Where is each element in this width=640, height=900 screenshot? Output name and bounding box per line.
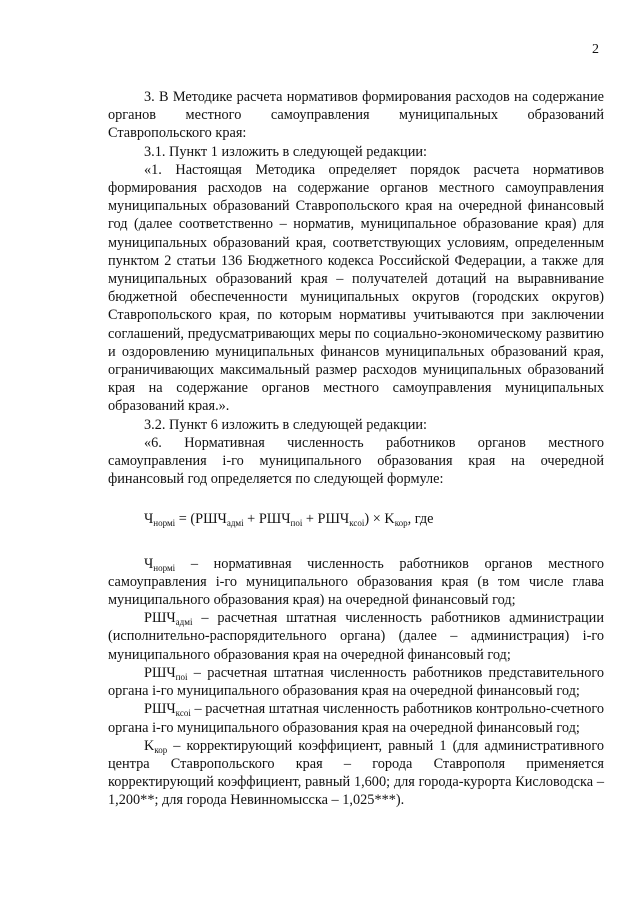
formula-ch: Ч bbox=[144, 511, 154, 528]
document-body bbox=[108, 88, 604, 810]
definition-text: – расчетная штатная численность работников контрольно-счетного органа i-го муниципального образования края на очередной финансовый год; bbox=[108, 701, 604, 736]
formula-kor-sub: кор bbox=[394, 518, 408, 529]
formula-po-sub: пoi bbox=[290, 518, 303, 529]
definition-ch-norm bbox=[108, 555, 604, 610]
definition-symbol: РШЧ bbox=[144, 610, 176, 627]
definition-subscript: пoi bbox=[175, 671, 188, 682]
definition-subscript: нормi bbox=[153, 562, 176, 573]
definition-symbol: РШЧ bbox=[144, 664, 176, 681]
definition-subscript: ксоi bbox=[175, 708, 191, 719]
definition-k-kor bbox=[108, 737, 604, 810]
definition-text: – корректирующий коэффициент, равный 1 (для административного центра Ставропольского края – города Ставрополя применяется корректирующий коэффициент, равный 1,600; для города-курорта Кисловодска – 1,200**; для города Невинномысска – 1,025***). bbox=[108, 737, 604, 809]
paragraph-3-2: 3.2. Пункт 6 изложить в следующей редакции: bbox=[144, 416, 427, 433]
definition-rshch-po bbox=[108, 664, 604, 700]
formula-kso-sub: ксоi bbox=[349, 518, 365, 529]
paragraph-point-1: «1. Настоящая Методика определяет порядок расчета нормативов формирования расходов на содержание органов местного самоуправления муниципальных образований Ставропольского края на очередной финансовый год (далее соответственно – норматив, муниципальное образование края) для муниципальных образований края, соответствующих условиям, определенным пунктом 2 статьи 136 Бюджетного кодекса Российской Федерации, а также для муниципальных образований края – получателей дотаций на выравнивание бюджетной обеспеченности муниципальных округов (городских округов) Ставропольского края, по которым нормативы учитываются при заключении соглашений, предусматривающих меры по социально-экономическому развитию и оздоровлению муниципальных финансов муниципальных образований края, ограничивающих максимальный размер расходов муниципальных образований края на содержание органов местного самоуправления муниципальных образований края.». bbox=[108, 161, 604, 415]
formula-times: ) × K bbox=[364, 511, 395, 528]
definition-symbol: K bbox=[144, 737, 155, 754]
formula-plus2: + РШЧ bbox=[302, 511, 350, 528]
formula-ch-sub: нормi bbox=[153, 518, 176, 529]
definition-text: – расчетная штатная численность работников администрации (исполнительно-распорядительного органа) (далее – администрация) i-го муниципального образования края на очередной финансовый год; bbox=[108, 610, 604, 663]
definition-text: – нормативная численность работников органов местного самоуправления i-го муниципального образования края (в том числе глава муниципального образования края) на очередной финансовый год; bbox=[108, 555, 604, 609]
paragraph-point-6: «6. Нормативная численность работников органов местного самоуправления i-го муниципального образования края на очередной финансовый год определяется по следующей формуле: bbox=[108, 434, 604, 488]
definition-subscript: кор bbox=[154, 744, 168, 755]
definition-symbol: РШЧ bbox=[144, 701, 176, 718]
paragraph-3: 3. В Методике расчета нормативов формирования расходов на содержание органов местного самоуправления муниципальных образований Ставропольского края: bbox=[108, 89, 604, 142]
formula-eq-open: = (РШЧ bbox=[175, 511, 227, 528]
definition-symbol: Ч bbox=[144, 555, 154, 572]
formula bbox=[144, 510, 604, 528]
paragraph-3-1: 3.1. Пункт 1 изложить в следующей редакции: bbox=[144, 143, 427, 160]
definition-subscript: адмi bbox=[175, 617, 193, 628]
definition-rshch-kso bbox=[108, 700, 604, 736]
definition-rshch-adm bbox=[108, 609, 604, 664]
formula-adm-sub: адмi bbox=[226, 518, 244, 529]
formula-tail: , где bbox=[407, 511, 434, 528]
definition-text: – расчетная штатная численность работников представительного органа i-го муниципального образования края на очередной финансовый год; bbox=[108, 664, 604, 700]
formula-plus1: + РШЧ bbox=[243, 511, 291, 528]
page-number: 2 bbox=[592, 42, 599, 57]
